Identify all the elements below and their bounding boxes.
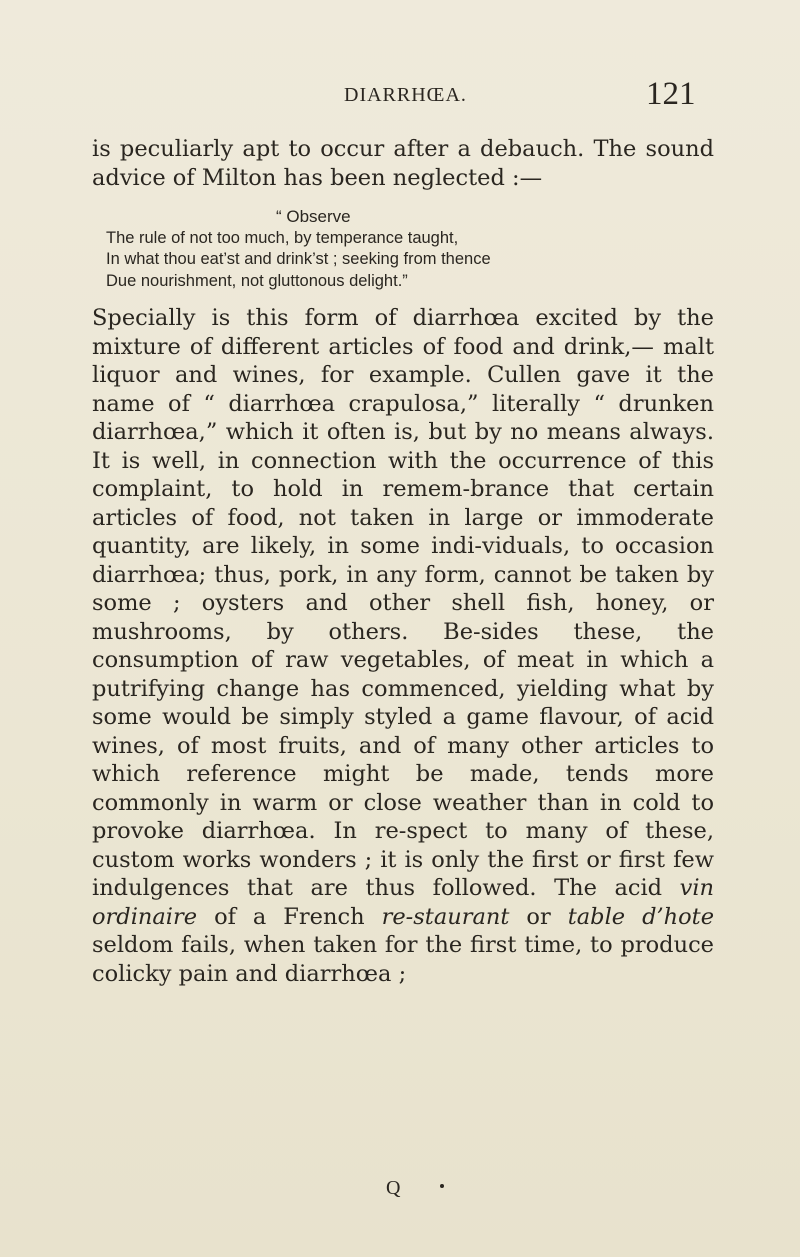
italic-table-dhote: table d’hote	[567, 903, 715, 930]
italic-restaurant: re-staurant	[381, 903, 510, 930]
quote-line-2: The rule of not too much, by temperance taught,	[106, 228, 459, 247]
quote-line-1: “ Observe	[276, 207, 351, 226]
running-head: DIARRHŒA.	[344, 84, 467, 106]
paragraph-text-d: seldom fails, when taken for the first time, to produce colicky pain and diarrhœa ;	[92, 932, 714, 987]
paragraph-text-a: Specially is this form of diarrhœa excited by the mixture of different articles of food and drink,— malt liquor and wines, for example. Cullen gave it the name of “ diarrhœa crapulosa,” literally “ drunken diarrhœa,” which it often is, but by no means always. It is well, in connection with the occurrence of this complaint, to hold in remem-brance that certain articles of food, not taken in large or immoderate quantity, are likely, in some indi-viduals, to occasion diarrhœa; thus, pork, in any form, cannot be taken by some ; oysters and other shell fish, honey, or mushrooms, by others. Be-sides these, the consumption of raw vegetables, of meat in which a putrifying change has commenced, yielding what by some would be simply styled a game flavour, of acid wines, of most fruits, and of many other articles to which reference might be made, tends more commonly in warm or close weather than in cold to provoke diarrhœa. In re-spect to many of these, custom works wonders ; it is only the first or first few indulgences that are thus followed. The acid	[92, 305, 714, 901]
intro-paragraph: is peculiarly apt to occur after a debauch. The sound advice of Milton has been neglected :—	[92, 136, 714, 191]
page-number: 121	[646, 76, 696, 112]
quote-line-4: Due nourishment, not gluttonous delight.”	[106, 271, 408, 290]
paragraph-text-b: of a French	[214, 903, 365, 930]
printer-dot	[440, 1184, 444, 1188]
quote-line-3: In what thou eat’st and drink’st ; seeking from thence	[106, 250, 491, 268]
main-paragraph	[92, 304, 714, 988]
page-header	[0, 76, 800, 116]
page-body	[92, 135, 714, 988]
paragraph-text-c: or	[526, 903, 551, 930]
signature-mark: Q	[386, 1177, 401, 1199]
milton-quote	[92, 206, 714, 292]
italic-vin-ordinaire: vin ordinaire	[92, 875, 715, 930]
